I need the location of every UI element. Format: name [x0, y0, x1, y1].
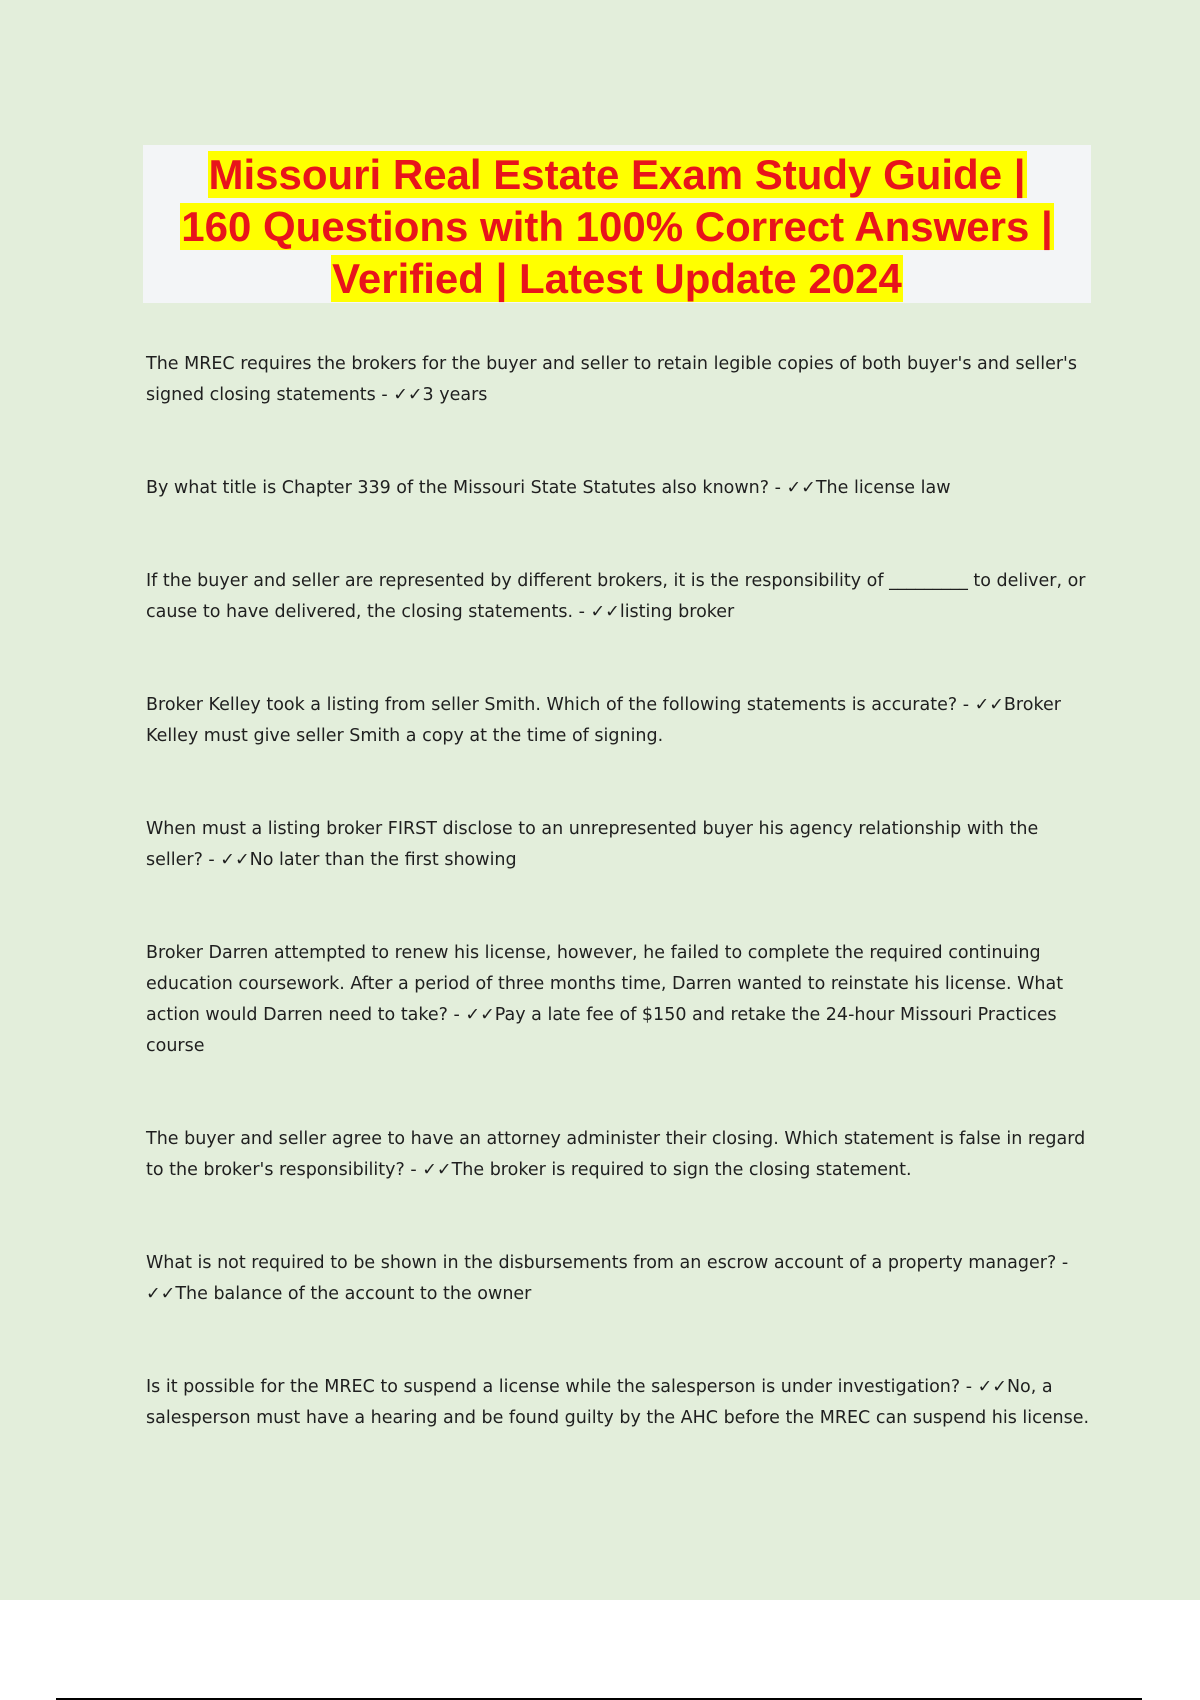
- qa-item: [146, 814, 1091, 876]
- answer-separator: - ✓✓: [375, 385, 423, 405]
- answer-text: listing broker: [619, 602, 735, 622]
- question-text: Broker Darren attempted to renew his license, however, he failed to complete the required continuing education coursework. After a period of three months time, Darren wanted to reinstate his license. What action would Darren need to take?: [146, 943, 1064, 1025]
- answer-text: 3 years: [422, 385, 488, 405]
- answer-text: The license law: [815, 478, 951, 498]
- qa-item: [146, 1124, 1091, 1186]
- question-text: The buyer and seller agree to have an attorney administer their closing. Which statement is false in regard to the broker's responsibility?: [146, 1129, 1086, 1180]
- title-line: Verified | Latest Update 2024: [332, 255, 902, 302]
- question-text: When must a listing broker FIRST disclose to an unrepresented buyer his agency relationship with the seller?: [146, 819, 1039, 870]
- document-title: [143, 145, 1091, 305]
- title-line: 160 Questions with 100% Correct Answers |: [181, 203, 1053, 250]
- question-text: Broker Kelley took a listing from seller Smith. Which of the following statements is accurate?: [146, 695, 958, 715]
- qa-item: [146, 1372, 1091, 1434]
- qa-item: [146, 938, 1091, 1062]
- answer-separator: - ✓✓: [769, 478, 816, 498]
- answer-text: No, a salesperson must have a hearing and be found guilty by the AHC before the MREC can suspend his license.: [146, 1377, 1090, 1428]
- answer-separator: - ✓✓: [404, 1160, 452, 1180]
- answer-text: The balance of the account to the owner: [175, 1284, 532, 1304]
- answer-text: Broker Kelley must give seller Smith a copy at the time of signing.: [146, 695, 1061, 746]
- qa-item: [146, 1248, 1091, 1310]
- answer-separator: - ✓✓: [960, 1377, 1007, 1397]
- answer-separator: - ✓✓: [447, 1005, 495, 1025]
- answer-text: No later than the first showing: [249, 850, 517, 870]
- answer-separator: - ✓✓: [957, 695, 1004, 715]
- qa-item: [146, 566, 1091, 628]
- question-text: If the buyer and seller are represented by different brokers, it is the responsibility of _________ to deliver, or cause to have delivered, the closing statements.: [146, 571, 1086, 622]
- question-text: What is not required to be shown in the disbursements from an escrow account of a property manager?: [146, 1253, 1057, 1273]
- title-line: Missouri Real Estate Exam Study Guide |: [208, 151, 1026, 198]
- answer-separator: - ✓✓: [573, 602, 620, 622]
- title-box: [143, 145, 1091, 303]
- answer-separator: - ✓✓: [146, 1253, 1069, 1304]
- question-text: The MREC requires the brokers for the buyer and seller to retain legible copies of both buyer's and seller's signed closing statements: [146, 354, 1077, 405]
- qa-item: [146, 690, 1091, 752]
- answer-separator: - ✓✓: [202, 850, 250, 870]
- answer-text: The broker is required to sign the closing statement.: [451, 1160, 912, 1180]
- qa-list: [146, 349, 1091, 1496]
- answer-text: Pay a late fee of $150 and retake the 24-hour Missouri Practices course: [146, 1005, 1057, 1056]
- qa-item: [146, 349, 1091, 411]
- question-text: Is it possible for the MREC to suspend a license while the salesperson is under investigation?: [146, 1377, 961, 1397]
- question-text: By what title is Chapter 339 of the Missouri State Statutes also known?: [146, 478, 770, 498]
- qa-item: [146, 473, 1091, 504]
